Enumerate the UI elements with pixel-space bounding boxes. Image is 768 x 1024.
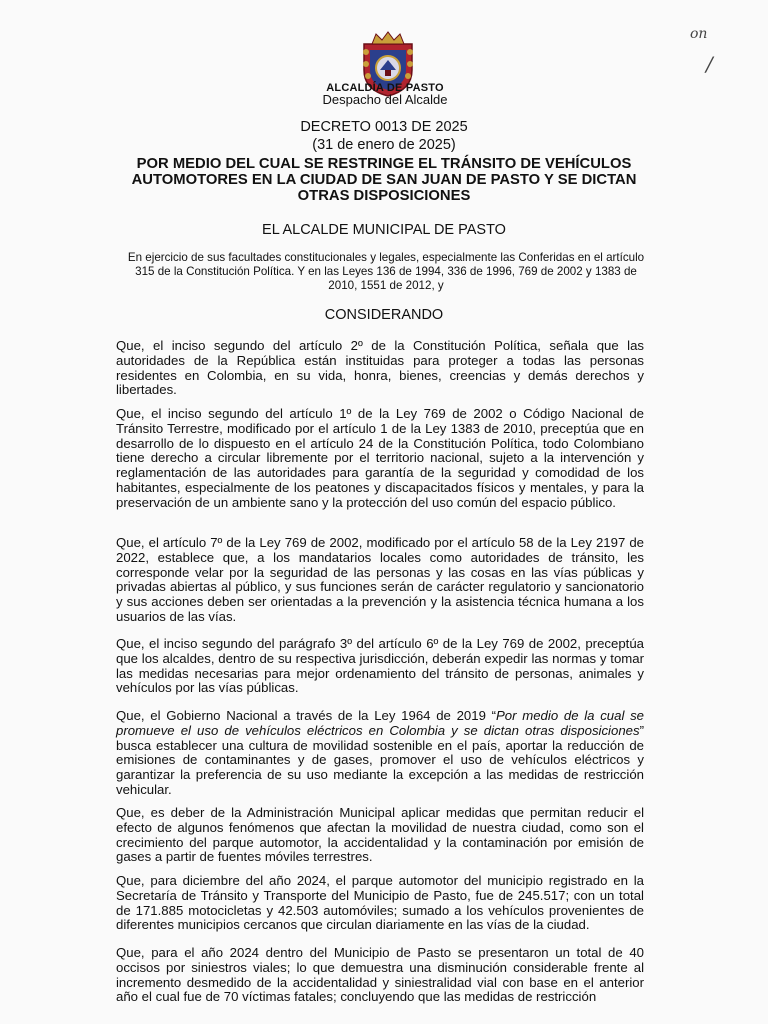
decree-title: POR MEDIO DEL CUAL SE RESTRINGE EL TRÁNSITO DE VEHÍCULOS AUTOMOTORES EN LA CIUDAD DE SAN JUAN DE PASTO Y SE DICTAN OTRAS DISPOSICIONES [131, 156, 637, 204]
considerando-paragraph: Que, el inciso segundo del artículo 2º de la Constitución Política, señala que las autoridades de la República están instituidas para proteger a todas las personas residentes en Colombia, en su vida, honra, bienes, creencias y demás derechos y libertades. [116, 338, 644, 398]
office-name: ALCALDÍA DE PASTO [326, 82, 444, 94]
authority-heading: EL ALCALDE MUNICIPAL DE PASTO [262, 222, 506, 238]
decree-number: DECRETO 0013 DE 2025 [300, 119, 468, 135]
paragraph-text: ” busca establecer una cultura de movilidad sostenible en el país, aportar la reducción de emisiones de contaminantes y de gases, promover el uso de vehículos eléctricos y garantizar la preferencia de su uso mediante la excepción a las medidas de restricción vehicular. [116, 722, 644, 797]
office-subtitle: Despacho del Alcalde [322, 92, 448, 107]
handwritten-mark: on [690, 26, 708, 42]
office-header [300, 82, 470, 106]
considerando-paragraph: Que, es deber de la Administración Municipal aplicar medidas que permitan reducir el efecto de algunos fenómenos que afectan la movilidad de nuestra ciudad, como son el crecimiento del parque automotor, la accidentalidad y la contaminación por emisión de gases a partir de fuentes móviles terrestres. [116, 805, 644, 865]
considerando-paragraph: Que, para diciembre del año 2024, el parque automotor del municipio registrado en la Secretaría de Tránsito y Transporte del Municipio de Pasto, fue de 245.517; con un total de 171.885 motocicletas y 42.503 automóviles; sumado a los vehículos provenientes de diferentes municipios cercanos que circulan diariamente en las vías de la ciudad. [116, 873, 644, 933]
considerando-paragraph: Que, el artículo 7º de la Ley 769 de 2002, modificado por el artículo 58 de la Ley 2197 de 2022, establece que, a los mandatarios locales como autoridades de tránsito, les corresponde velar por la seguridad de las personas y las cosas en las vías públicas y privadas abiertas al público, y sus funciones serán de carácter regulatorio y sancionatorio y sus acciones deben ser orientadas a la prevención y la asistencia técnica humana a los usuarios de las vías. [116, 535, 644, 624]
paragraph-text: Que, el Gobierno Nacional a través de la Ley 1964 de 2019 “ [116, 708, 497, 723]
considerando-paragraph [116, 709, 644, 798]
law-title-italic: Por medio de la cual se promueve el uso de vehículos eléctricos en Colombia y se dictan otras disposiciones [116, 708, 645, 738]
powers-preamble: En ejercicio de sus facultades constitucionales y legales, especialmente las Conferidas en el artículo 315 de la Constitución Política. Y en las Leyes 136 de 1994, 336 de 1996, 769 de 2002 y 1383 de 2010, 1551 de 2012, y [127, 251, 645, 292]
considerando-paragraph: Que, el inciso segundo del parágrafo 3º del artículo 6º de la Ley 769 de 2002, preceptúa que los alcaldes, dentro de su respectiva jurisdicción, deberán expedir las normas y tomar las medidas necesarias para mejor ordenamiento del tránsito de personas, animales y vehículos por las vías públicas. [116, 636, 644, 696]
decree-date: (31 de enero de 2025) [312, 137, 456, 153]
considerando-paragraph: Que, para el año 2024 dentro del Municipio de Pasto se presentaron un total de 40 occisos por siniestros viales; lo que demuestra una disminución considerable frente al incremento desmedido de la accidentalidad y siniestralidad vial con base en el anterior año el cual fue de 70 víctimas fatales; concluyendo que las medidas de restricción [116, 945, 644, 1005]
considering-heading: CONSIDERANDO [324, 307, 444, 323]
handwritten-check: / [706, 52, 713, 76]
considerando-paragraph: Que, el inciso segundo del artículo 1º de la Ley 769 de 2002 o Código Nacional de Tránsito Terrestre, modificado por el artículo 1 de la Ley 1383 de 2010, preceptúa que en desarrollo de lo dispuesto en el artículo 24 de la Constitución Política, todo Colombiano tiene derecho a circular libremente por el territorio nacional, sujeto a la intervención y reglamentación de las autoridades para garantía de la seguridad y comodidad de los habitantes, especialmente de los peatones y discapacitados físicos y mentales, y para la preservación de un ambiente sano y la protección del uso común del espacio público. [116, 406, 644, 510]
